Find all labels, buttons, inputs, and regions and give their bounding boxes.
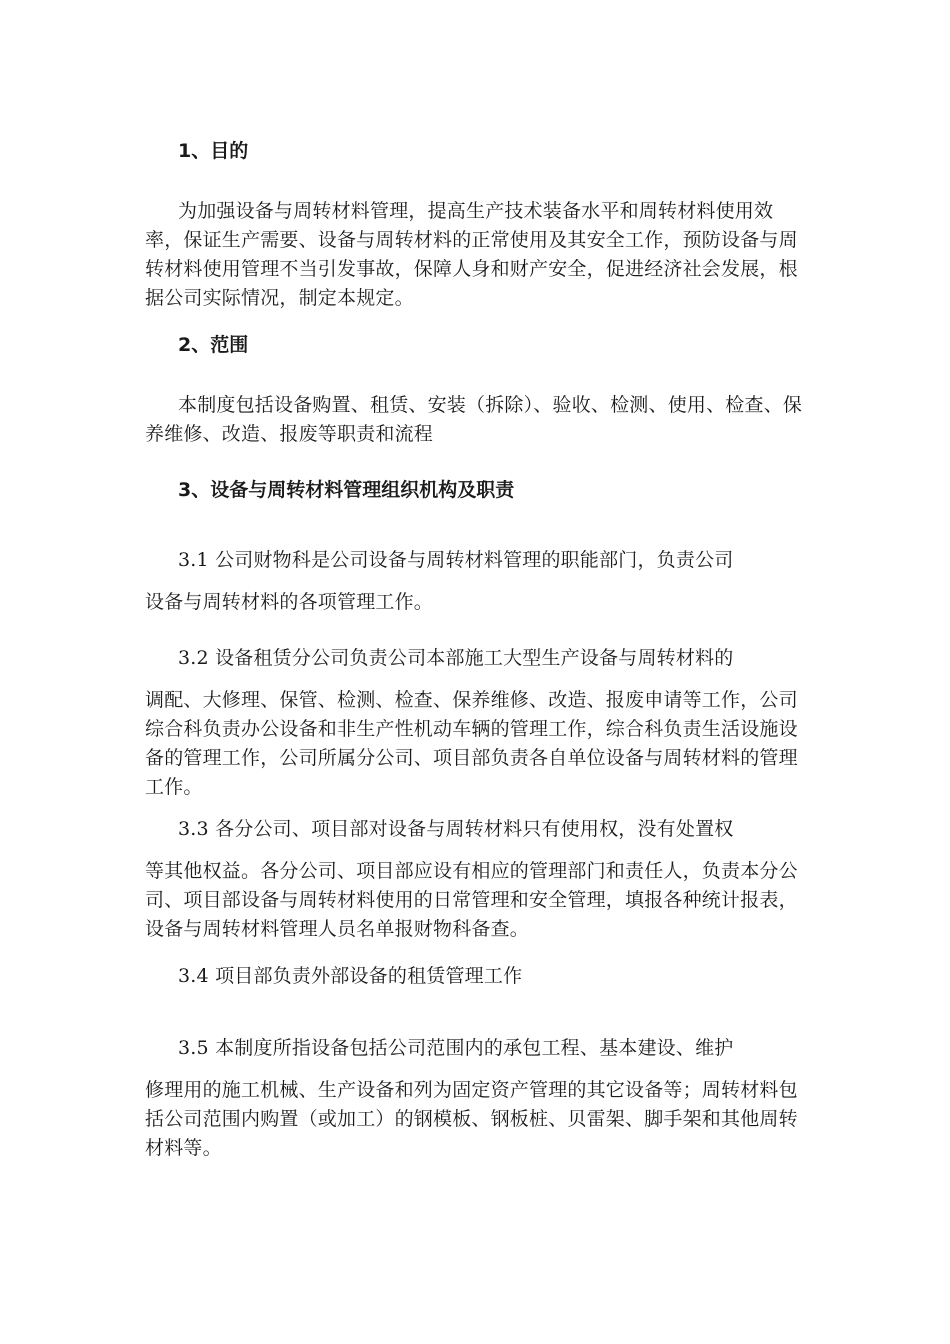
- clause-3-5-body: 修理用的施工机械、生产设备和列为固定资产管理的其它设备等；周转材料包括公司范围内购置（或加工）的钢模板、钢板桩、贝雷架、脚手架和其他周转材料等。: [145, 1079, 798, 1159]
- clause-3-2: [145, 644, 805, 802]
- clause-3-3: [145, 815, 805, 944]
- section-1-heading: 1、目的: [178, 140, 249, 162]
- clause-3-5-number: 3.5: [178, 1037, 209, 1059]
- clause-3-2-lead: 设备租赁分公司负责公司本部施工大型生产设备与周转材料的: [208, 647, 734, 669]
- clause-3-3-number: 3.3: [178, 818, 209, 840]
- clause-3-5: [145, 1034, 805, 1163]
- clause-3-3-lead: 各分公司、项目部对设备与周转材料只有使用权，没有处置权: [208, 818, 734, 840]
- clause-3-4-first-line: [145, 962, 805, 991]
- clause-3-1-body: 设备与周转材料的各项管理工作。: [145, 591, 434, 613]
- clause-3-2-number: 3.2: [178, 647, 209, 669]
- clause-3-1-first-line: [145, 546, 805, 575]
- clause-3-4: [145, 962, 805, 1004]
- clause-3-4-number: 3.4: [178, 965, 209, 987]
- clause-3-3-body: 等其他权益。各分公司、项目部应设有相应的管理部门和责任人，负责本分公司、项目部设备与周转材料使用的日常管理和安全管理，填报各种统计报表，设备与周转材料管理人员名单报财物科备查。: [145, 860, 798, 940]
- clause-3-2-first-line: [145, 644, 805, 673]
- section-1-body: 为加强设备与周转材料管理，提高生产技术装备水平和周转材料使用效率，保证生产需要、设备与周转材料的正常使用及其安全工作，预防设备与周转材料使用管理不当引发事故，保障人身和财产安全，促进经济社会发展，根据公司实际情况，制定本规定。: [145, 200, 798, 309]
- section-2-body: 本制度包括设备购置、租赁、安装（拆除）、验收、检测、使用、检查、保养维修、改造、报废等职责和流程: [145, 394, 803, 445]
- clause-3-5-lead: 本制度所指设备包括公司范围内的承包工程、基本建设、维护: [208, 1037, 734, 1059]
- clause-3-1-number: 3.1: [178, 549, 209, 571]
- clause-3-1: [145, 546, 805, 617]
- clause-3-5-first-line: [145, 1034, 805, 1063]
- section-3-heading: 3、设备与周转材料管理组织机构及职责: [178, 479, 515, 501]
- clause-3-2-body: 调配、大修理、保管、检测、检查、保养维修、改造、报废申请等工作，公司综合科负责办公设备和非生产性机动车辆的管理工作，综合科负责生活设施设备的管理工作，公司所属分公司、项目部负责各自单位设备与周转材料的管理工作。: [145, 689, 798, 798]
- section-2-heading: 2、范围: [178, 334, 249, 356]
- clause-3-4-lead: 项目部负责外部设备的租赁管理工作: [208, 965, 523, 987]
- clause-3-3-first-line: [145, 815, 805, 844]
- clause-3-1-lead: 公司财物科是公司设备与周转材料管理的职能部门，负责公司: [208, 549, 734, 571]
